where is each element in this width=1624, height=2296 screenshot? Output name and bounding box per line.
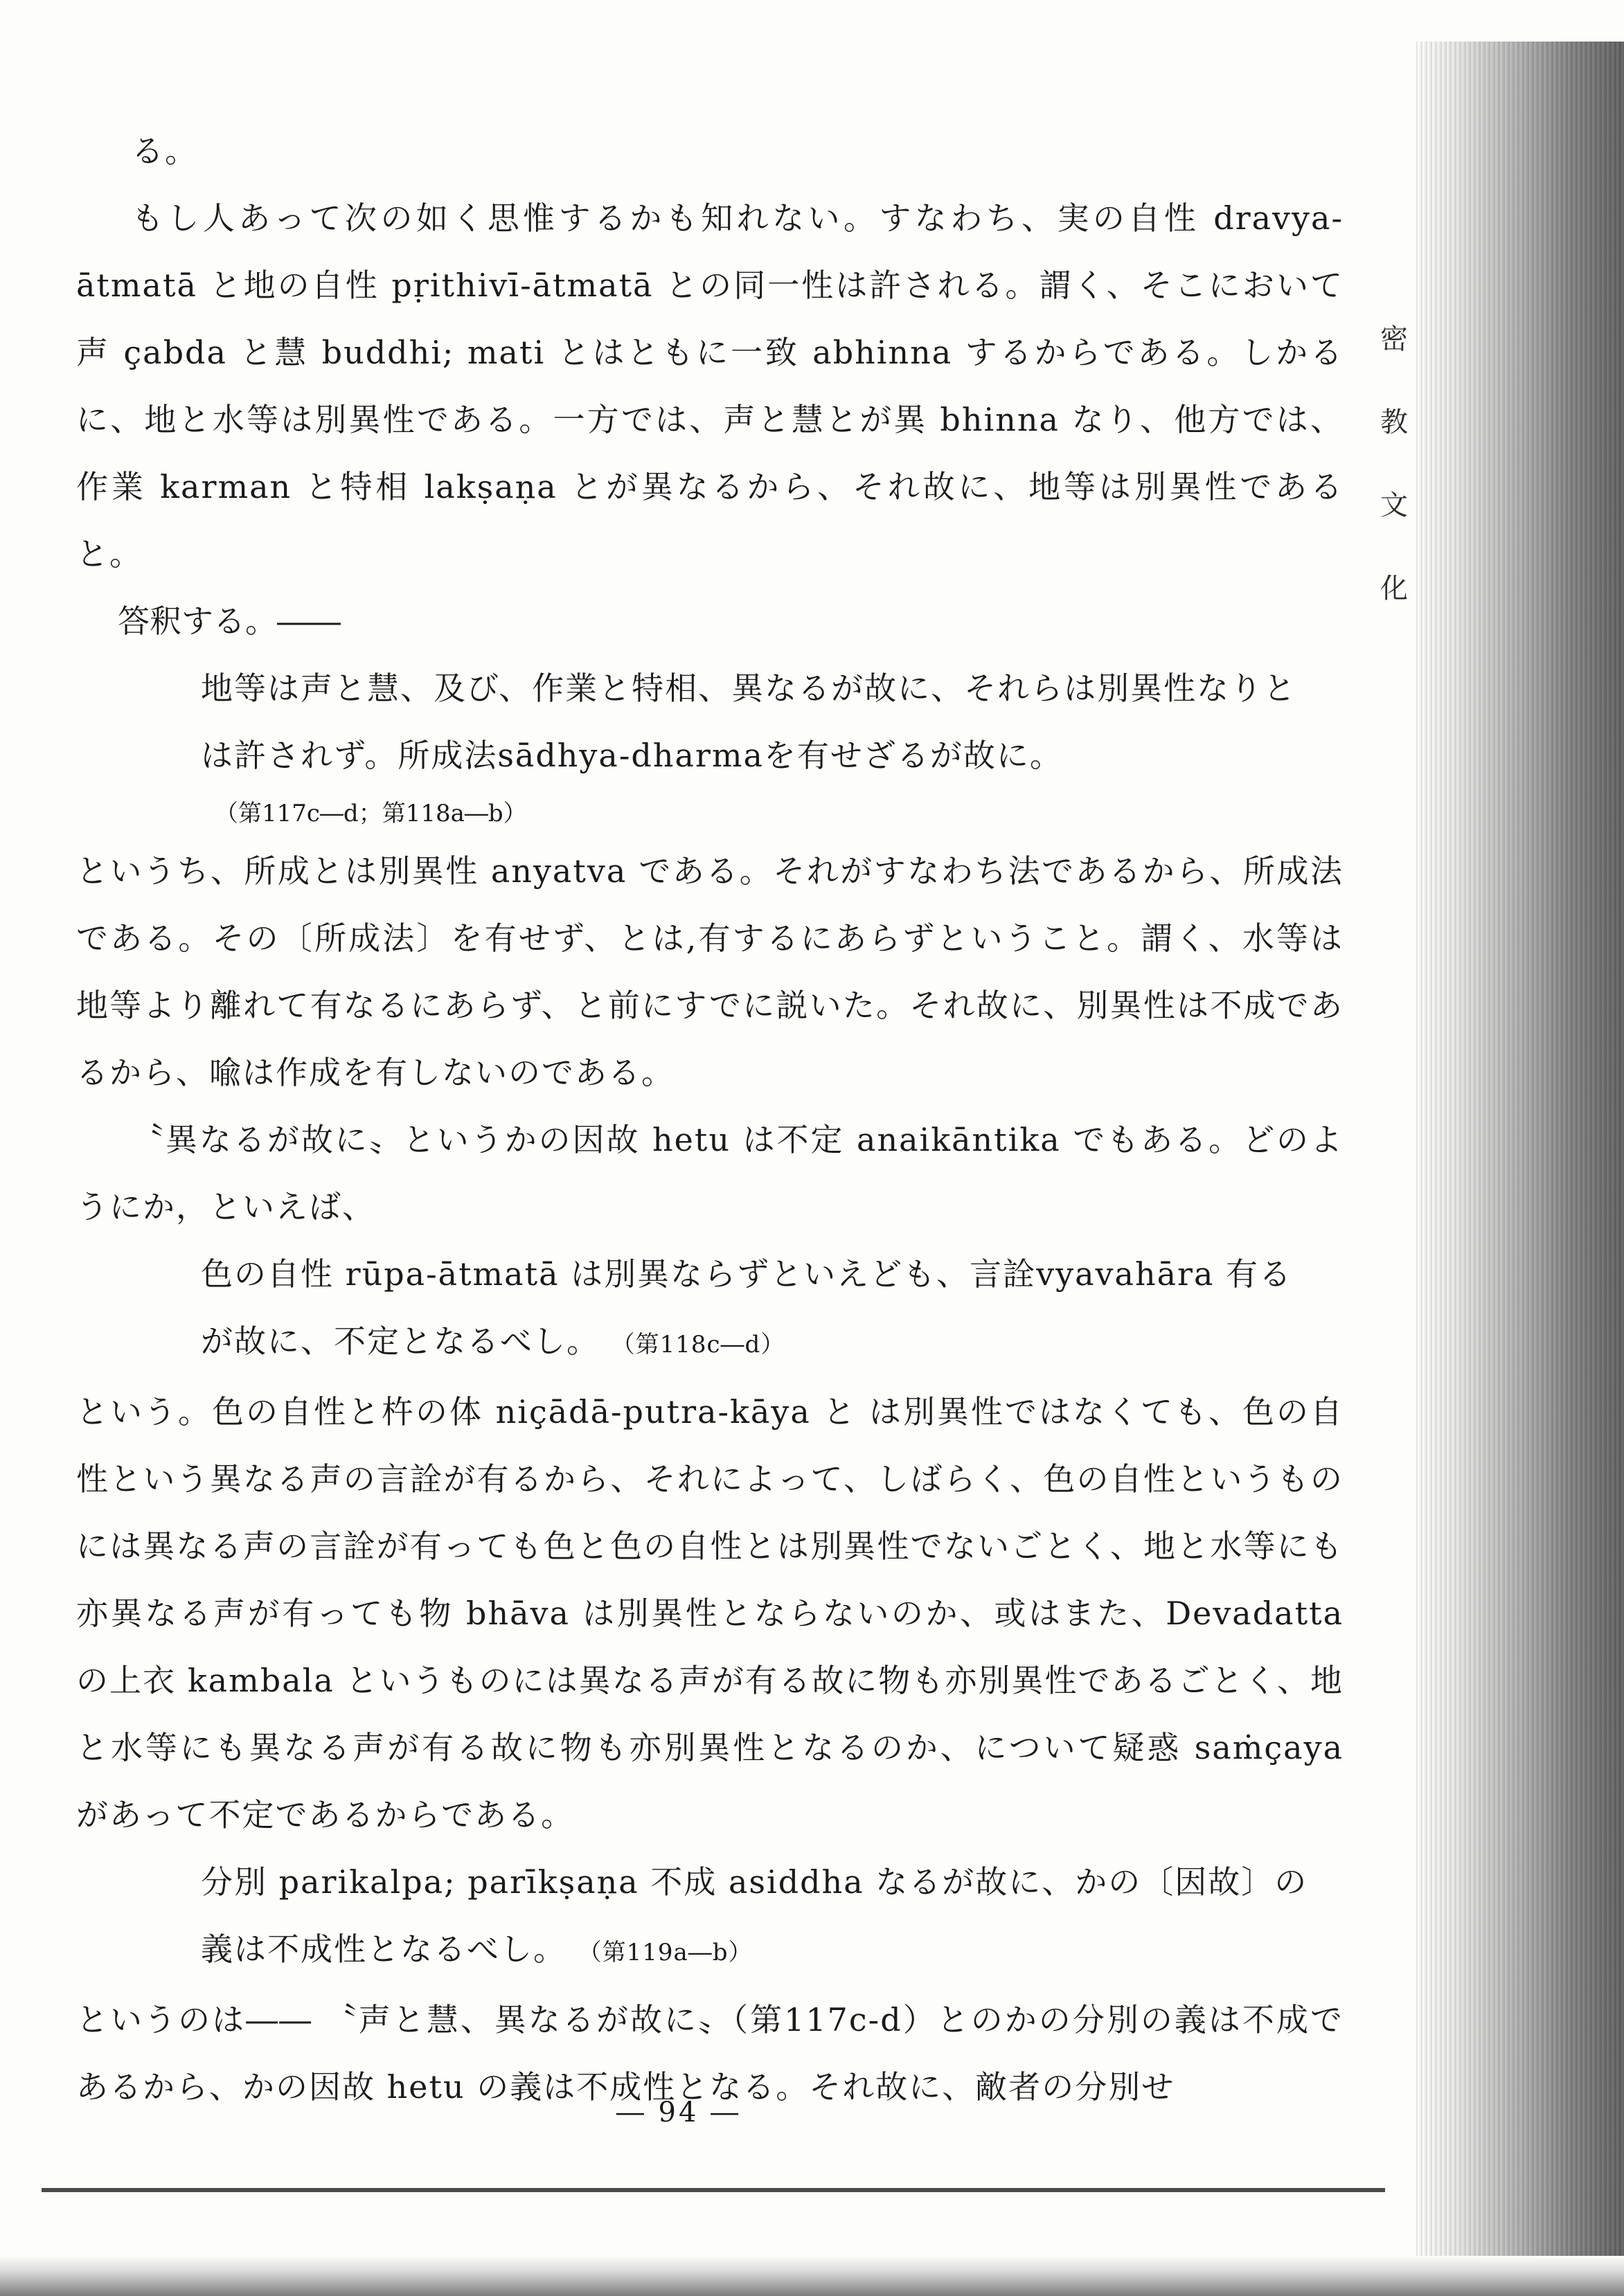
paragraph-continuation: る。 xyxy=(132,132,198,170)
paragraph-objection: もし人あって次の如く思惟するかも知れない。すなわち、実の自性 dravya-ātmatā と地の自性 pṛithivī-ātmatā との同一性は許される。謂く、そこにおいて声 çabda と慧 buddhi; mati とはともに一致 abhinna するからである。しかるに、地と水等は別異性である。一方では、声と慧とが異 bhinna なり、他方では、作業 karman と特相 lakṣaṇa とが異なるから、それ故に、地等は別異性であると。 xyxy=(76,199,1344,573)
gutter-texture xyxy=(1416,42,1624,2257)
running-head-char: 教 xyxy=(1380,406,1408,438)
verse-118 xyxy=(201,1241,1309,1379)
verse-text: 分別 parikalpa; parīkṣaṇa 不成 asiddha なるが故に、かの〔因故〕の義は不成性となるべし。 xyxy=(201,1863,1308,1968)
page-number: ― 94 ― xyxy=(616,2097,742,2128)
verse-reference: （第117c―d；第118a―b） xyxy=(215,800,527,827)
running-head-char: 密 xyxy=(1380,323,1408,355)
paragraph-commentary: というち、所成とは別異性 anyatva である。それがすなわち法であるから、所成法である。その〔所成法〕を有せず、とは,有するにあらずということ。謂く、水等は地等より離れて有なるにあらず、と前にすでに説いた。それ故に、別異性は不成であるから、喩は作成を有しないのである。 xyxy=(76,852,1344,1091)
running-head-vertical xyxy=(1373,298,1415,630)
verse-reference: （第118c―d） xyxy=(611,1331,785,1358)
running-head-char: 化 xyxy=(1380,573,1408,604)
verse-117-118: 地等は声と慧、及び、作業と特相、異なるが故に、それらは別異性なりとは許されず。所成法sādhya-dharmaを有せざるが故に。 xyxy=(201,670,1297,774)
paragraph-hetu: 〝異なるが故に〟というかの因故 hetu は不定 anaikāntika でもある。どのようにか，といえば、 xyxy=(76,1121,1344,1226)
body-text xyxy=(76,118,1344,2121)
running-head-char: 文 xyxy=(1380,490,1408,521)
bottom-page-edge xyxy=(0,2256,1624,2296)
paragraph-explanation: という。色の自性と杵の体 niçādā-putra-kāya と は別異性ではなくても、色の自性という異なる声の言詮が有るから、それによって、しばらく、色の自性というものには異なる声の言詮が有っても色と色の自性とは別異性でないごとく、地と水等にも亦異なる声が有っても物 bhāva は別異性とならないのか、或はまた、Devadatta の上衣 kambala というものには異なる声が有る故に物も亦別異性であるごとく、地と水等にも異なる声が有る故に物も亦別異性となるのか、について疑惑 saṁçaya があって不定であるからである。 xyxy=(76,1393,1344,1833)
paragraph-reply-heading: 答釈する。―― xyxy=(118,602,341,640)
paragraph-closing: というのは―― 〝声と慧、異なるが故に〟（第117c-d）とのかの分別の義は不成であるから、かの因故 hetu の義は不成性となる。それ故に、敵者の分別せ xyxy=(76,2001,1344,2106)
verse-text: 色の自性 rūpa-ātmatā は別異ならずといえども、言詮vyavahāra 有るが故に、不定となるべし。 xyxy=(201,1255,1293,1360)
verse-119 xyxy=(201,1849,1309,1986)
bottom-rule xyxy=(42,2188,1385,2192)
verse-reference: （第119a―b） xyxy=(578,1939,753,1966)
